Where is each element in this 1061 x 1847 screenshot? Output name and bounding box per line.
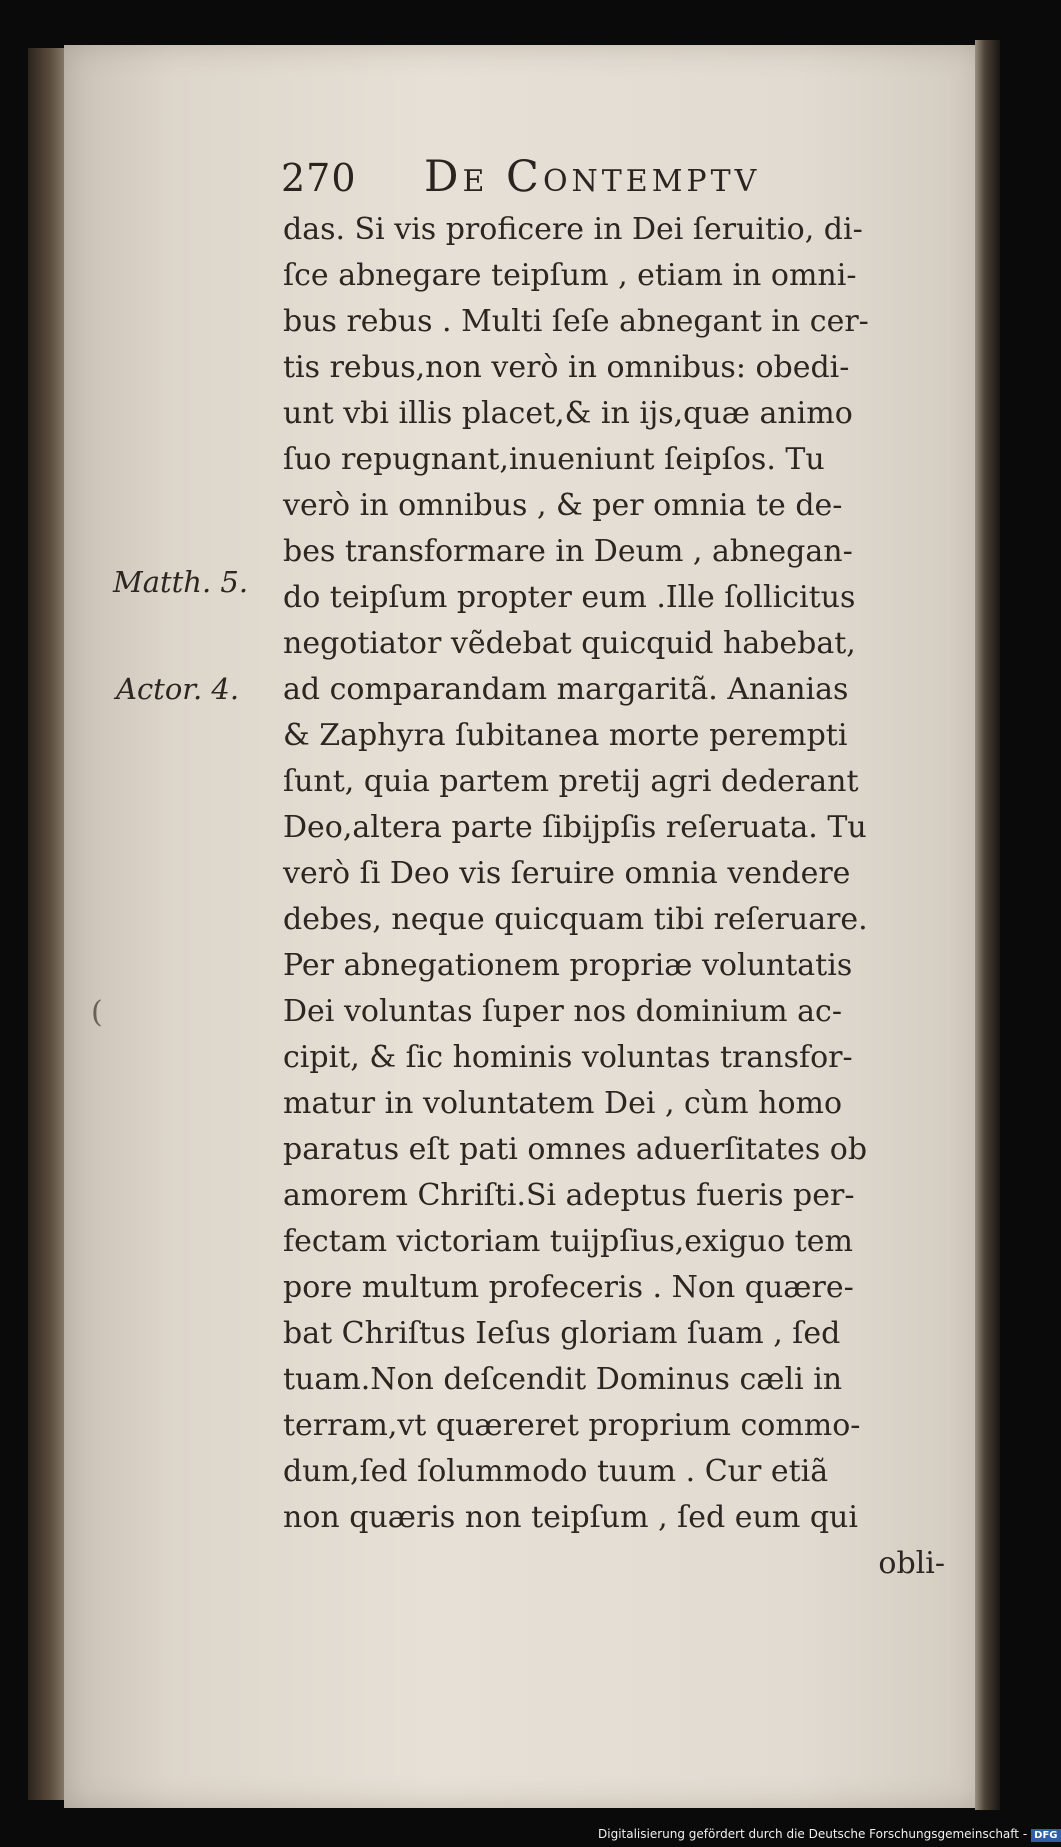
text-line: bus rebus . Multi ſeſe abnegant in cer- bbox=[283, 304, 869, 339]
book-edge-left bbox=[28, 48, 68, 1800]
text-line: & Zaphyra ſubitanea morte perempti bbox=[283, 718, 848, 753]
text-line: tis rebus,non verò in omnibus: obedi- bbox=[283, 350, 850, 385]
text-line: ſuo repugnant,inueniunt ſeipſos. Tu bbox=[283, 442, 825, 477]
text-line: verò in omnibus , & per omnia te de- bbox=[283, 488, 843, 523]
text-line: amorem Chriſti.Si adeptus fueris per- bbox=[283, 1178, 855, 1213]
text-line: unt vbi illis placet,& in ijs,quæ animo bbox=[283, 396, 853, 431]
text-line: Per abnegationem propriæ voluntatis bbox=[283, 948, 853, 983]
digitization-credit bbox=[598, 1827, 1058, 1842]
text-line: bat Chriſtus Ieſus gloriam ſuam , ſed bbox=[283, 1316, 841, 1351]
text-line: cipit, & ſic hominis voluntas transfor- bbox=[283, 1040, 853, 1075]
text-line: dum,ſed ſolummodo tuum . Cur etiã bbox=[283, 1454, 829, 1489]
page-number: 270 bbox=[281, 156, 357, 200]
text-line: terram,vt quæreret proprium commo- bbox=[283, 1408, 861, 1443]
text-line: do teipſum propter eum .Ille ſollicitus bbox=[283, 580, 856, 615]
credit-text: Digitalisierung gefördert durch die Deutsche Forschungsgemeinschaft - bbox=[598, 1827, 1028, 1841]
margin-note-acts: Actor. 4. bbox=[116, 672, 240, 706]
margin-note-matthew: Matth. 5. bbox=[113, 565, 249, 599]
text-line: paratus eſt pati omnes aduerſitates ob bbox=[283, 1132, 868, 1167]
text-line: matur in voluntatem Dei , cùm homo bbox=[283, 1086, 843, 1121]
page-header bbox=[281, 152, 861, 208]
running-head: De Contemptv bbox=[424, 152, 761, 202]
text-line: Deo,altera parte ſibijpſis reſeruata. Tu bbox=[283, 810, 867, 845]
margin-mark: ( bbox=[91, 995, 103, 1030]
text-line: bes transformare in Deum , abnegan- bbox=[283, 534, 853, 569]
text-line: ad comparandam margaritã. Ananias bbox=[283, 672, 849, 707]
body-text bbox=[283, 207, 955, 1587]
text-line: ſunt, quia partem pretij agri dederant bbox=[283, 764, 859, 799]
text-line: verò ſi Deo vis ſeruire omnia vendere bbox=[283, 856, 851, 891]
text-line: ſce abnegare teipſum , etiam in omni- bbox=[283, 258, 857, 293]
text-line: fectam victoriam tuijpſius,exiguo tem bbox=[283, 1224, 853, 1259]
catchword: obli- bbox=[878, 1546, 945, 1581]
text-line: Dei voluntas ſuper nos dominium ac- bbox=[283, 994, 842, 1029]
dfg-logo: DFG bbox=[1031, 1829, 1060, 1842]
text-line: negotiator vẽdebat quicquid habebat, bbox=[283, 626, 856, 661]
text-line: pore multum profeceris . Non quære- bbox=[283, 1270, 854, 1305]
text-line: debes, neque quicquam tibi reſeruare. bbox=[283, 902, 868, 937]
text-line: tuam.Non deſcendit Dominus cæli in bbox=[283, 1362, 843, 1397]
text-line: non quæris non teipſum , ſed eum qui bbox=[283, 1500, 858, 1535]
book-edge-right bbox=[975, 40, 1000, 1810]
text-line: das. Si vis proficere in Dei ſeruitio, di- bbox=[283, 212, 863, 247]
